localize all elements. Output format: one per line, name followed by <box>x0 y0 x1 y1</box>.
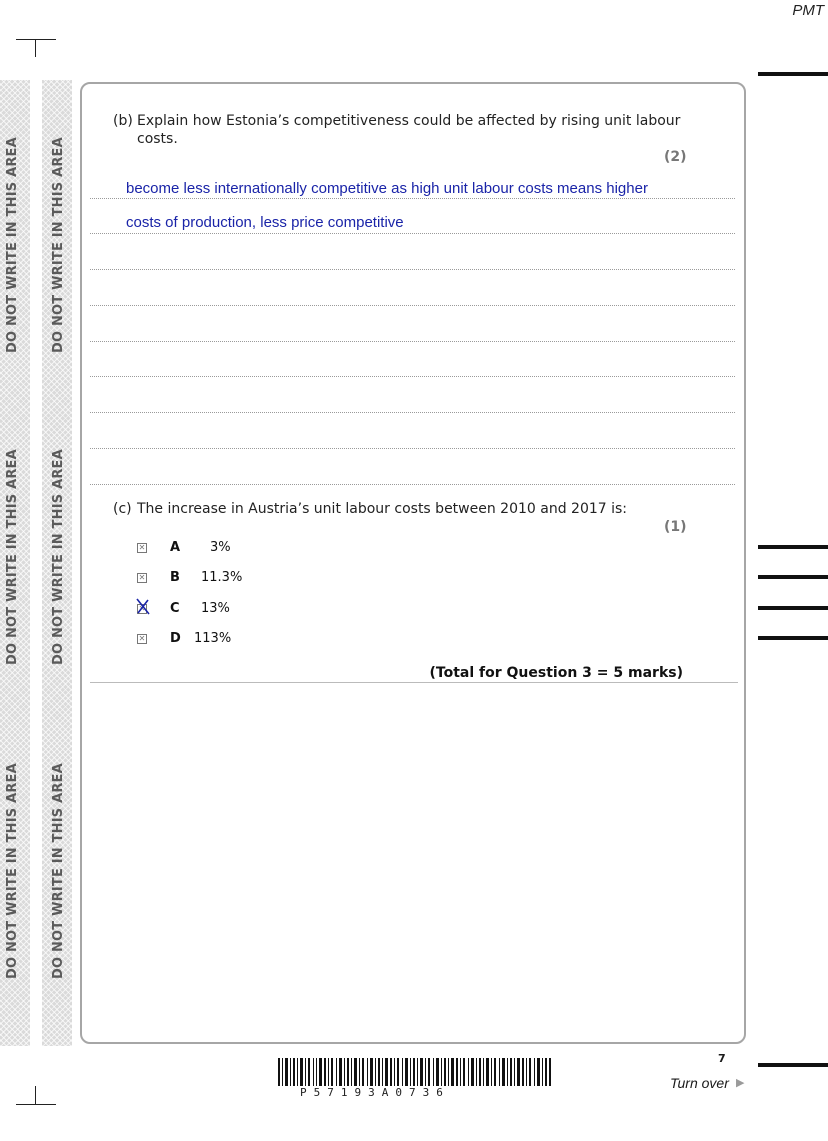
margin-warning-outer-2: DO NOT WRITE IN THIS AREA <box>5 449 20 665</box>
page-number: 7 <box>718 1052 726 1065</box>
margin-warning-outer-1: DO NOT WRITE IN THIS AREA <box>5 137 20 353</box>
question-c-text: The increase in Austria’s unit labour costs between 2010 and 2017 is: <box>137 501 628 517</box>
answer-line-2[interactable]: costs of production, less price competitive <box>126 214 404 231</box>
question-b-text-line2: costs. <box>137 131 178 147</box>
barcode-icon <box>278 1058 551 1086</box>
crop-mark-top <box>16 39 56 40</box>
option-b-checkbox[interactable]: ✕ <box>138 573 146 582</box>
margin-warning-outer-3: DO NOT WRITE IN THIS AREA <box>5 763 20 979</box>
question-total: (Total for Question 3 = 5 marks) <box>429 665 683 681</box>
question-b-text-line1: Explain how Estonia’s competitiveness could be affected by rising unit labour <box>137 113 681 129</box>
option-a-checkbox[interactable]: ✕ <box>138 543 146 552</box>
total-divider <box>90 682 738 683</box>
answer-line-1[interactable]: become less internationally competitive as high unit labour costs means higher <box>126 180 648 197</box>
option-a-value: 3% <box>210 540 231 555</box>
dotted-answer-line <box>90 305 735 306</box>
question-b-label: (b) <box>113 113 133 129</box>
dotted-answer-line <box>90 198 735 199</box>
crop-mark-top-vertical <box>35 39 36 57</box>
option-b-value: 11.3% <box>201 570 243 585</box>
margin-warning-inner-2: DO NOT WRITE IN THIS AREA <box>51 449 66 665</box>
option-d-value: 113% <box>194 631 232 646</box>
edge-bar <box>758 72 828 76</box>
pmt-brand: PMT <box>792 2 824 19</box>
crop-mark-bottom-vertical <box>35 1086 36 1104</box>
option-a-letter: A <box>170 540 181 555</box>
option-c-letter: C <box>170 601 180 616</box>
turn-over-label: Turn over <box>670 1075 729 1091</box>
option-d-letter: D <box>170 631 181 646</box>
dotted-answer-line <box>90 376 735 377</box>
question-c-label: (c) <box>113 501 132 517</box>
edge-bar <box>758 545 828 549</box>
dotted-answer-line <box>90 269 735 270</box>
dotted-answer-line <box>90 448 735 449</box>
margin-warning-inner-1: DO NOT WRITE IN THIS AREA <box>51 137 66 353</box>
option-c-checkbox[interactable]: ✕ <box>138 604 146 613</box>
edge-bar <box>758 636 828 640</box>
dotted-answer-line <box>90 484 735 485</box>
option-c-value: 13% <box>201 601 230 616</box>
dotted-answer-line <box>90 412 735 413</box>
question-c-marks: (1) <box>664 519 687 535</box>
barcode-number: P57193A0736 <box>300 1086 450 1099</box>
edge-bar <box>758 606 828 610</box>
option-b-letter: B <box>170 570 180 585</box>
question-b-marks: (2) <box>664 149 687 165</box>
margin-warning-inner-3: DO NOT WRITE IN THIS AREA <box>51 763 66 979</box>
dotted-answer-line <box>90 233 735 234</box>
turn-over-arrow-icon: ▶ <box>736 1076 745 1089</box>
edge-bar <box>758 575 828 579</box>
dotted-answer-line <box>90 341 735 342</box>
crop-mark-bottom <box>16 1104 56 1105</box>
edge-bar <box>758 1063 828 1067</box>
option-c-cross-mark-icon <box>133 596 153 616</box>
option-d-checkbox[interactable]: ✕ <box>138 634 146 643</box>
